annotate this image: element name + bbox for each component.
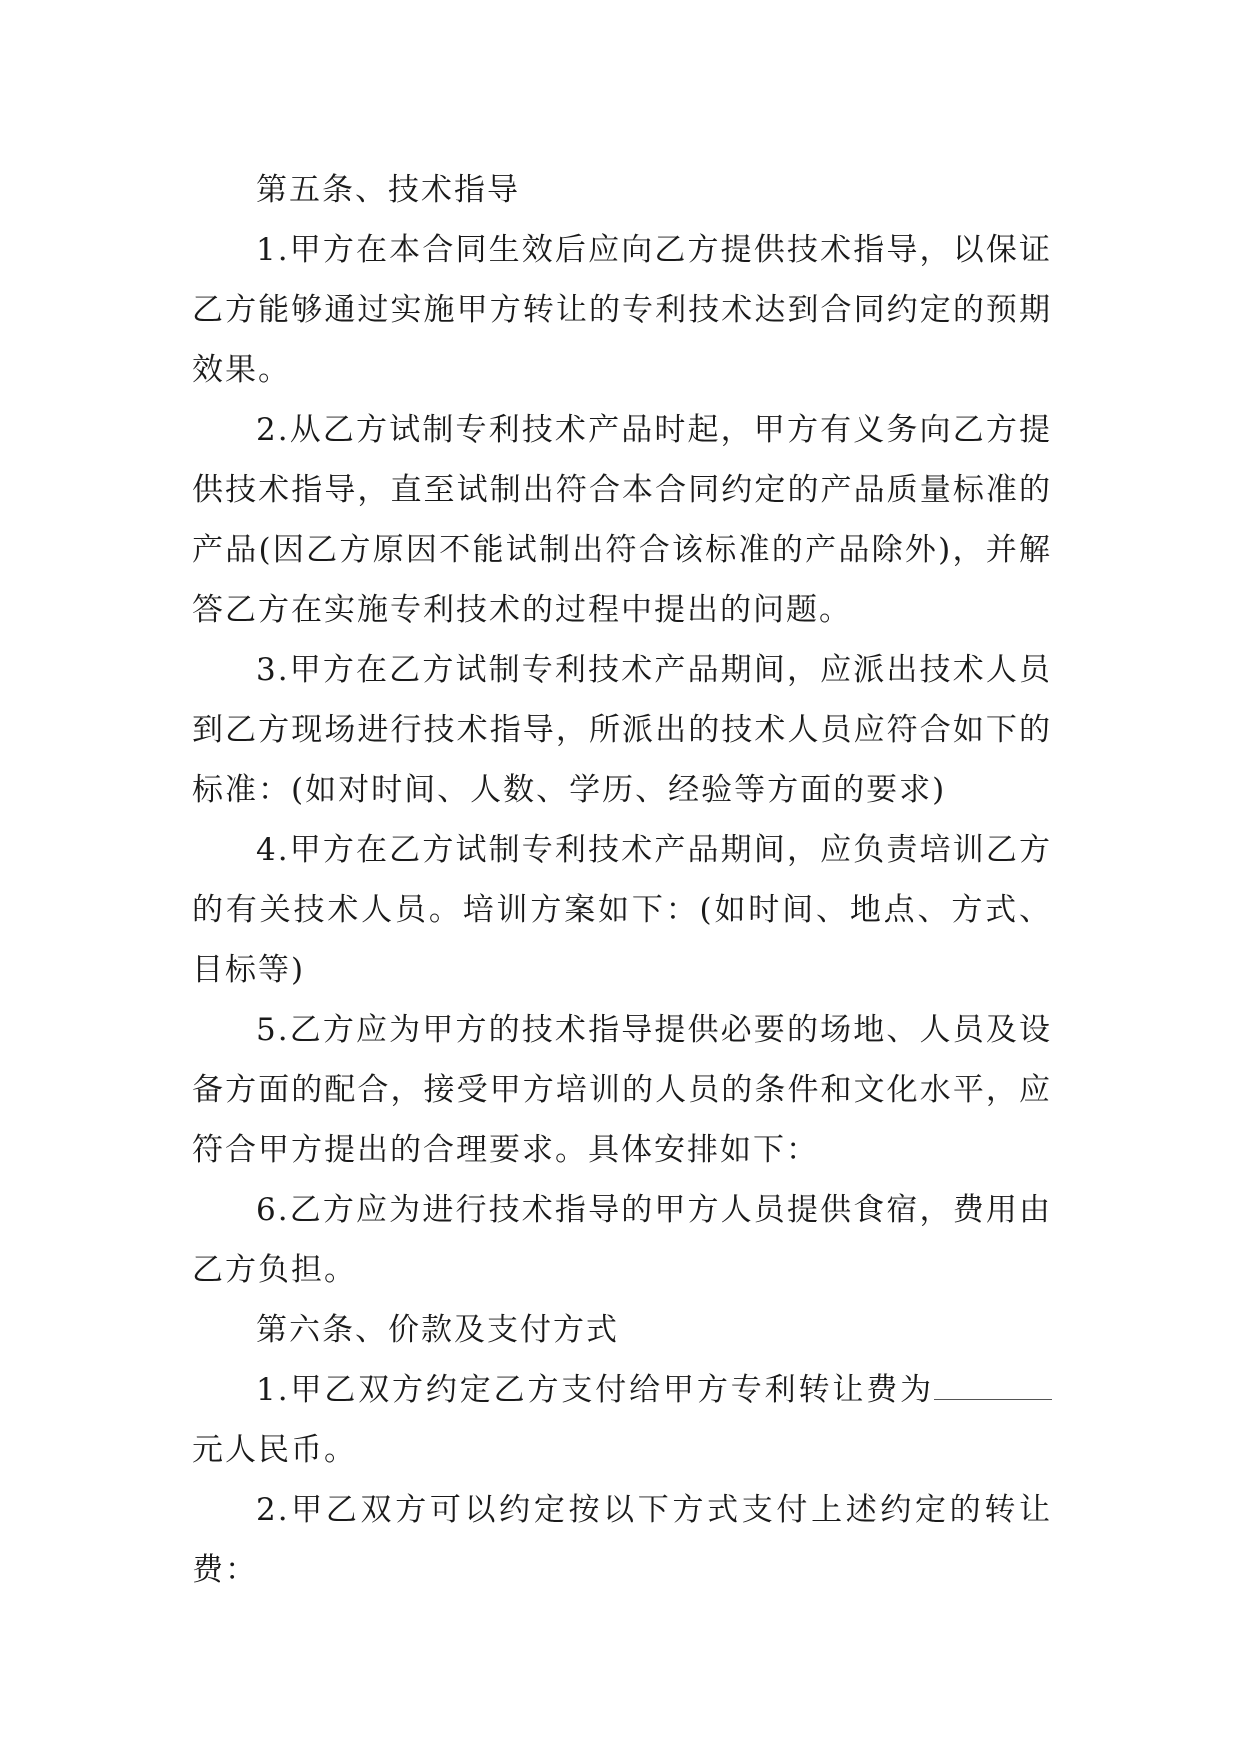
section-5-clause-1: 1.甲方在本合同生效后应向乙方提供技术指导，以保证乙方能够通过实施甲方转让的专利技术达到合同约定的预期效果。	[192, 232, 1052, 388]
section-5-clause-6: 6.乙方应为进行技术指导的甲方人员提供食宿，费用由乙方负担。	[192, 1192, 1052, 1288]
section-5-heading: 第五条、技术指导	[256, 172, 520, 208]
section-6-clause-1-text: 1.甲乙双方约定乙方支付给甲方专利转让费为	[256, 1372, 934, 1408]
section-6-clause-2: 2.甲乙双方可以约定按以下方式支付上述约定的转让费：	[192, 1492, 1052, 1588]
section-5-clause-4: 4.甲方在乙方试制专利技术产品期间，应负责培训乙方的有关技术人员。培训方案如下：(如时间、地点、方式、目标等)	[192, 832, 1052, 988]
section-5-clause-3: 3.甲方在乙方试制专利技术产品期间，应派出技术人员到乙方现场进行技术指导，所派出的技术人员应符合如下的标准：(如对时间、人数、学历、经验等方面的要求)	[192, 652, 1052, 808]
section-5-clause-2: 2.从乙方试制专利技术产品时起，甲方有义务向乙方提供技术指导，直至试制出符合本合同约定的产品质量标准的产品(因乙方原因不能试制出符合该标准的产品除外)，并解答乙方在实施专利技术的过程中提出的问题。	[192, 412, 1052, 628]
section-6-heading: 第六条、价款及支付方式	[256, 1312, 619, 1348]
document-body	[192, 160, 1052, 1600]
section-5-clause-5: 5.乙方应为甲方的技术指导提供必要的场地、人员及设备方面的配合，接受甲方培训的人员的条件和文化水平，应符合甲方提出的合理要求。具体安排如下：	[192, 1012, 1052, 1168]
fee-amount-blank	[934, 1373, 1052, 1400]
section-6-clause-1	[192, 1360, 1052, 1480]
section-6-clause-1-unit: 元人民币。	[192, 1432, 357, 1468]
